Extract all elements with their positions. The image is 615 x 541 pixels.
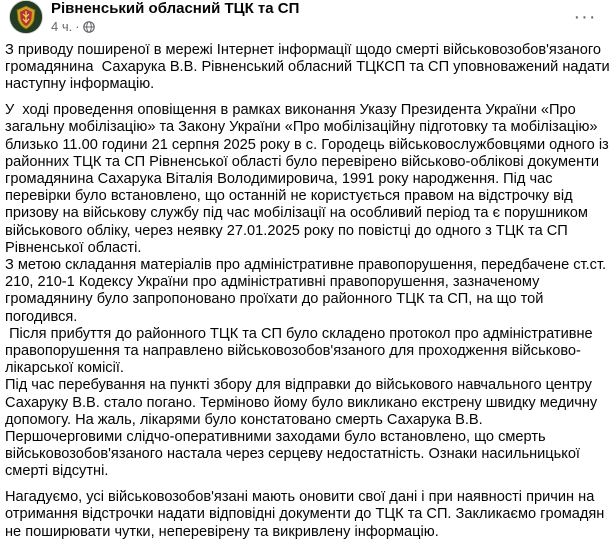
post-paragraph: Під час перебування на пункті збору для відправки до військового навчального центру Сахаруку В.В. стало погано. Терміново йому було викликано екстрену швидку медичну допомогу. На жаль, лікарями було констатовано смерть Сахарука В.В. [5,377,602,428]
post-body [5,42,614,541]
meta-separator: · [75,19,80,34]
emblem-icon [10,1,42,33]
post-time[interactable]: 4 ч. [51,19,73,34]
page-name-link[interactable]: Рівненський обласний ТЦК та СП [51,0,300,17]
post-header [0,0,615,40]
post-paragraph: Нагадуємо, усі військовозобов'язані мають оновити свої дані і при наявності причин на отримання відстрочки надати відповідні документи до ТЦК та СП. Закликаємо громадян не поширювати чутки, неперевірену та викривлену інформацію. [5,489,609,540]
globe-icon[interactable] [83,21,95,33]
post-paragraph: У ході проведення оповіщення в рамках виконання Указу Президента України «Про загальну мобілізацію» та Закону України «Про мобілізаційну підготовку та мобілізацію» близько 11.00 години 21 серпня 2025 року в с. Городець військовослужбовцями одного із районних ТЦК та СП Рівненської області було перевірено військово-облікові документи громадянина Сахарука Віталія Володимировича, 1991 року народження. Під час перевірки було встановлено, що останній не користується правом на відстрочку від призову на військову службу під час мобілізації на особливий період та є порушником військового обліку, через неявку 27.01.2025 року по повістці до одного з ТЦК та СП Рівненської області. [5,102,613,256]
paragraph-gap [5,94,611,103]
post-paragraph: З приводу поширеної в мережі Інтернет інформації щодо смерті військовозобов'язаного громадянина Сахарука В.В. Рівненський обласний ТЦКСП та СП уповноважений надати наступну інформацію. [5,42,614,93]
post-paragraph: Після прибуття до районного ТЦК та СП було складено протокол про адміністративне правопорушення та направлено військовозобов'язаного для проходження військово-лікарської комісії. [5,325,597,377]
post-paragraph: З метою складання матеріалів про адміністративне правопорушення, передбачене ст.ст. 210, 210-1 Кодексу України про адміністративні правопорушення, зазначеному громадянину було запропоновано проїхати до районного ТЦК та СП, на що той погодився. [5,257,611,325]
post-paragraph: Першочерговими слідчо-оперативними заходами було встановлено, що смерть військовозобов'язаного настала через серцеву недостатність. Ознаки насильницької смерті відсутні. [5,429,585,480]
paragraph-gap [5,481,611,490]
page-avatar[interactable] [9,0,43,34]
more-options-button[interactable]: ··· [573,5,597,28]
post-meta [51,19,95,35]
